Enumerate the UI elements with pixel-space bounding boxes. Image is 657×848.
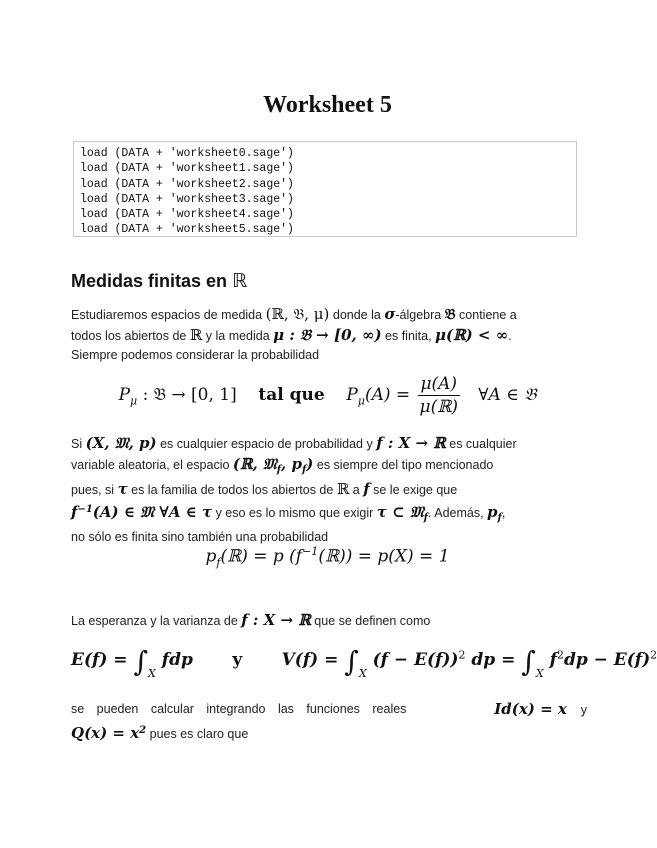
math: (ℝ, 𝔅, μ)	[265, 305, 330, 323]
text: y eso es lo mismo que exigir	[212, 506, 377, 521]
text: no sólo es finita sino también una probabilidad	[71, 530, 329, 545]
math: (f − E(f))	[366, 650, 459, 670]
math: τ	[117, 479, 128, 498]
fraction	[418, 374, 460, 417]
math: P	[118, 385, 131, 405]
math: 2	[458, 648, 466, 662]
math: dp =	[465, 650, 522, 670]
math: f	[363, 479, 370, 498]
text: es cualquier espacio de probabilidad y	[156, 437, 377, 451]
math-text: tal que	[258, 385, 325, 405]
math: μ(ℝ) < ∞	[435, 325, 509, 344]
math: E(f) =	[71, 650, 134, 670]
text: y la medida	[202, 328, 274, 343]
paragraph-random-variable	[71, 434, 587, 548]
code-line: load (DATA + 'worksheet2.sage')	[80, 177, 294, 191]
code-line: load (DATA + 'worksheet3.sage')	[80, 192, 294, 206]
section-heading	[71, 270, 247, 292]
math: X	[535, 667, 544, 680]
math: ℝ	[336, 479, 350, 498]
text: y	[580, 703, 587, 717]
math: (X, 𝔐, p)	[85, 434, 157, 452]
text: La esperanza y la varianza de	[71, 614, 242, 628]
math: 2	[556, 648, 564, 662]
text: que se definen como	[310, 614, 431, 628]
text: contiene a	[455, 308, 517, 322]
text: se pueden calcular integrando las funciones reales	[71, 702, 407, 716]
text: donde la	[329, 308, 385, 322]
math: −1	[302, 545, 319, 558]
text: es siempre del tipo mencionado	[313, 457, 494, 472]
fraction-denominator: μ(ℝ)	[419, 397, 458, 417]
math: f	[497, 512, 502, 524]
section-heading-symbol: ℝ	[232, 270, 248, 292]
math: f	[543, 650, 557, 670]
math: 2	[139, 724, 147, 736]
math: Q(x) = x	[71, 723, 140, 742]
math: (ℝ) = p (f	[220, 546, 303, 567]
math: μ	[130, 394, 138, 408]
math: Id(x) = x	[494, 700, 567, 718]
math: , p	[281, 454, 302, 473]
math: f	[276, 464, 282, 475]
text: . Además,	[427, 506, 488, 521]
code-cell[interactable]	[73, 141, 577, 237]
text: se le exige que	[369, 482, 458, 497]
math: ℝ	[189, 325, 203, 344]
code-line: load (DATA + 'worksheet1.sage')	[80, 162, 294, 176]
math: p	[205, 546, 217, 567]
text: variable aleatoria, el espacio	[71, 457, 233, 472]
math: f	[71, 503, 78, 522]
code-line: load (DATA + 'worksheet0.sage')	[80, 147, 294, 160]
code-line: load (DATA + 'worksheet5.sage')	[80, 223, 294, 237]
text: es finita,	[381, 328, 436, 343]
text: Siempre podemos considerar la probabilidad	[71, 348, 320, 362]
code-line: load (DATA + 'worksheet4.sage')	[80, 208, 294, 222]
paragraph-intro	[71, 305, 587, 366]
math: (ℝ)) = p(X) = 1	[318, 546, 450, 567]
math: (A) =	[364, 385, 411, 405]
text: es la familia de todos los abiertos de	[127, 482, 337, 497]
text: Estudiaremos espacios de medida	[71, 308, 266, 322]
math: V(f) =	[281, 650, 345, 670]
math: (ℝ, 𝔐	[232, 454, 277, 473]
math: 2	[650, 648, 657, 662]
text: todos los abiertos de	[71, 328, 190, 343]
fraction-numerator: μ(A)	[418, 374, 460, 396]
math: ∀A ∈ 𝔅	[478, 385, 537, 405]
math: 𝔅	[444, 305, 456, 323]
text: es cualquier	[445, 437, 517, 451]
math: )	[306, 454, 314, 473]
text: .	[508, 328, 512, 343]
text: pues es claro que	[146, 726, 249, 741]
paragraph-integrate	[71, 700, 587, 744]
math: X	[148, 667, 156, 680]
math: f	[216, 556, 221, 570]
display-formula-pf	[0, 545, 655, 569]
text: a	[349, 482, 364, 497]
math: μ	[357, 394, 365, 408]
display-formula-expectation-variance	[71, 645, 657, 693]
math: p	[487, 503, 498, 522]
math-text: y	[232, 650, 243, 670]
math: X	[358, 667, 367, 680]
text: -álgebra	[395, 308, 445, 322]
section-heading-text: Medidas finitas en	[71, 271, 228, 291]
math: f	[301, 464, 307, 475]
math: P	[346, 385, 358, 405]
math: dp − E(f)	[563, 650, 651, 670]
math: f : X → ℝ	[241, 611, 311, 629]
math: (A) ∈ 𝔐 ∀A ∈ τ	[92, 503, 213, 522]
integral-sign: ∫	[521, 645, 536, 678]
integral-sign: ∫	[344, 645, 359, 678]
page-title: Worksheet 5	[263, 92, 392, 118]
math: f : X → ℝ	[376, 434, 446, 452]
math: f	[423, 512, 428, 524]
math: fdp	[155, 650, 193, 670]
math: μ : 𝔅 → [0, ∞)	[273, 325, 382, 344]
paragraph-expectation	[71, 611, 587, 632]
display-formula-probability	[0, 374, 655, 417]
math: : 𝔅 → [0, 1]	[137, 385, 237, 405]
integral-sign: ∫	[133, 645, 149, 678]
math: σ	[384, 305, 396, 323]
text: ,	[501, 506, 506, 521]
text: pues, si	[71, 482, 118, 497]
math: −1	[77, 504, 93, 515]
text: Si	[71, 437, 86, 451]
math: τ ⊂ 𝔐	[376, 503, 424, 522]
